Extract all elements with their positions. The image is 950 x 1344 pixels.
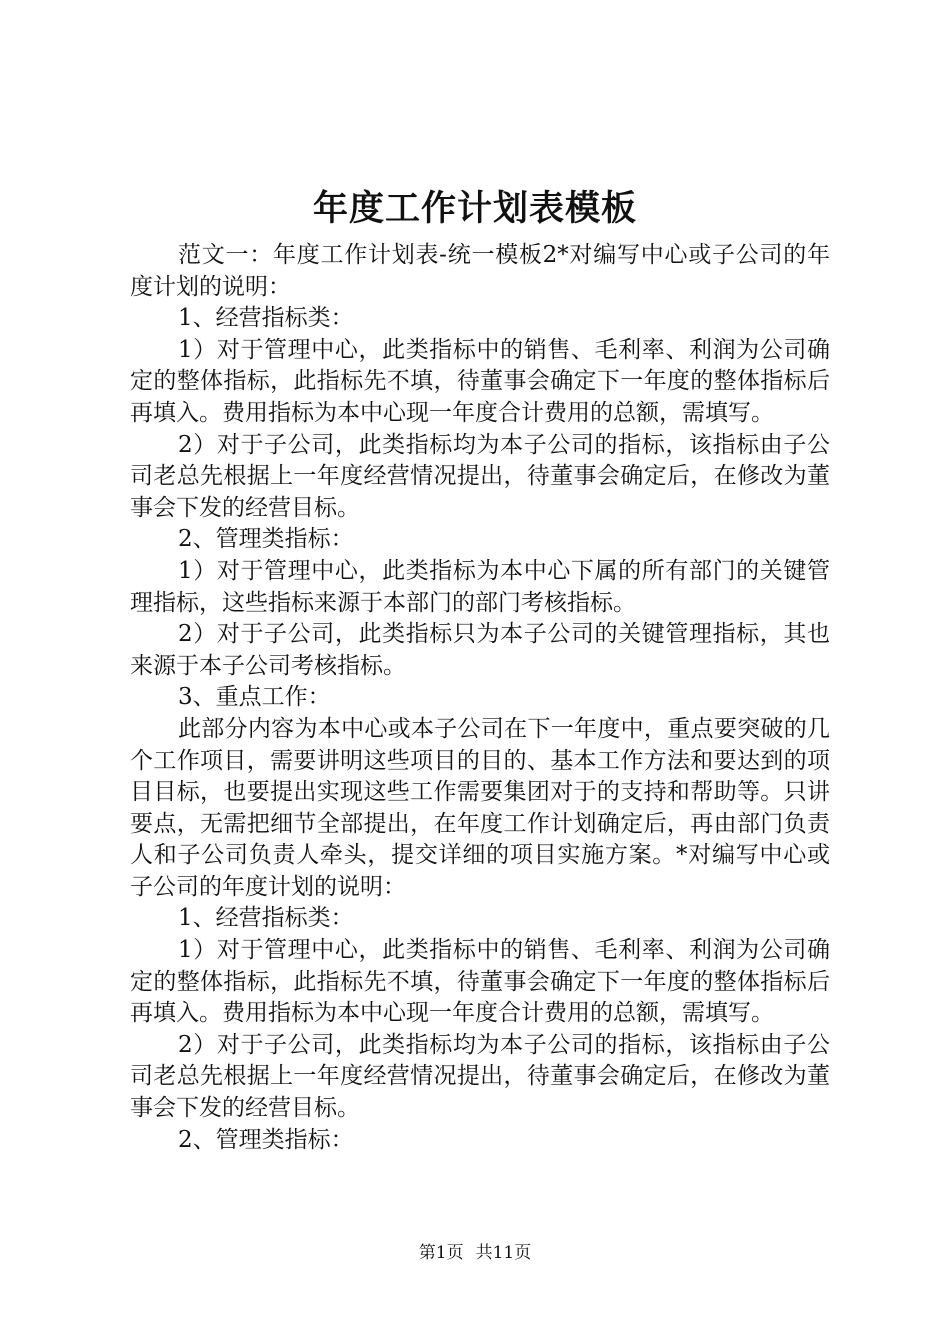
paragraph-subsidiary-business-repeat: 2）对于子公司，此类指标均为本子公司的指标，该指标由子公司老总先根据上一年度经营情况提出，待董事会确定后，在修改为董事会下发的经营目标。 — [130, 1031, 830, 1122]
section-heading-business-indicators: 1、经营指标类： — [178, 305, 354, 332]
paragraph-management-center-business-repeat: 1）对于管理中心，此类指标中的销售、毛利率、利润为公司确定的整体指标，此指标先不填，待董事会确定下一年度的整体指标后再填入。费用指标为本中心现一年度合计费用的总额，需填写。 — [130, 937, 830, 1027]
paragraph-subsidiary-management: 2）对于子公司，此类指标只为本子公司的关键管理指标，其也来源于本子公司考核指标。 — [130, 621, 830, 679]
section-heading-management-indicators: 2、管理类指标： — [178, 526, 354, 553]
paragraph-management-center-business: 1）对于管理中心，此类指标中的销售、毛利率、利润为公司确定的整体指标，此指标先不填，待董事会确定下一年度的整体指标后再填入。费用指标为本中心现一年度合计费用的总额，需填写。 — [130, 336, 830, 426]
page-footer — [0, 1241, 950, 1265]
paragraph-intro: 范文一：年度工作计划表-统一模板2*对编写中心或子公司的年度计划的说明： — [130, 242, 830, 300]
document-title: 年度工作计划表模板 — [312, 188, 637, 229]
section-heading-business-indicators-repeat: 1、经营指标类： — [178, 905, 354, 932]
page-total: 共11页 — [475, 1243, 532, 1263]
paragraph-key-work: 此部分内容为本中心或本子公司在下一年度中，重点要突破的几个工作项目，需要讲明这些项目的目的、基本工作方法和要达到的项目目标，也要提出实现这些工作需要集团对于的支持和帮助等。只讲要点，无需把细节全部提出，在年度工作计划确定后，再由部门负责人和子公司负责人牵头，提交详细的项目实施方案。*对编写中心或子公司的年度计划的说明： — [130, 715, 830, 900]
page-number: 第1页 — [418, 1243, 464, 1263]
paragraph-management-center-management: 1）对于管理中心，此类指标为本中心下属的所有部门的关键管理指标，这些指标来源于本部门的部门考核指标。 — [130, 557, 830, 616]
section-heading-management-indicators-repeat: 2、管理类指标： — [178, 1126, 354, 1153]
document-body — [130, 240, 830, 1156]
section-heading-key-work: 3、重点工作： — [178, 684, 331, 711]
paragraph-subsidiary-business: 2）对于子公司，此类指标均为本子公司的指标，该指标由子公司老总先根据上一年度经营情况提出，待董事会确定后，在修改为董事会下发的经营目标。 — [130, 431, 830, 521]
